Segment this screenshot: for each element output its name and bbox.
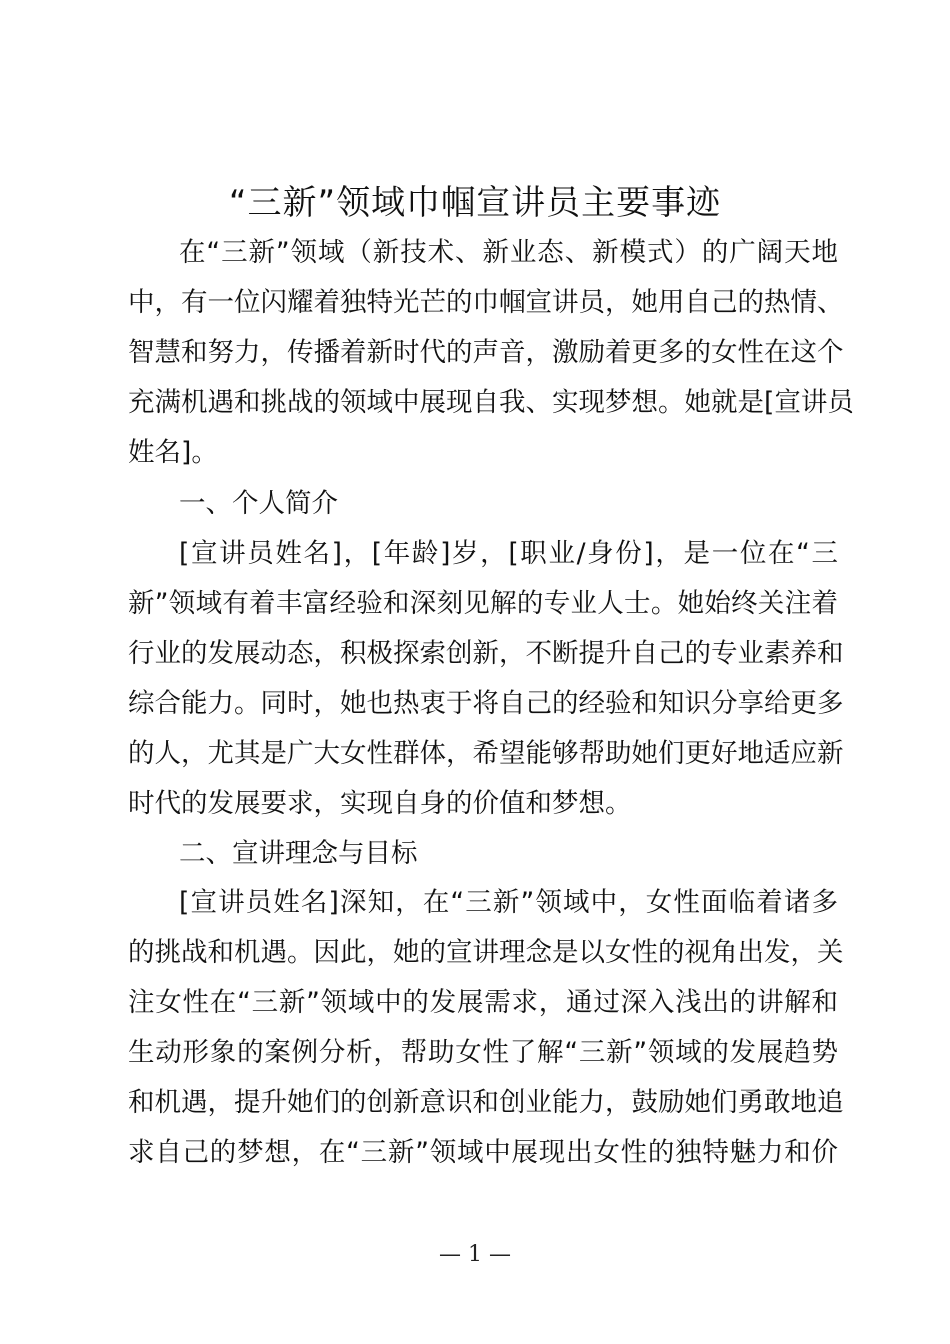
section2-line: 注女性在“三新”领域中的发展需求，通过深入浅出的讲解和 bbox=[128, 987, 838, 1018]
intro-line: 中，有一位闪耀着独特光芒的巾帼宣讲员，她用自己的热情、 bbox=[128, 287, 844, 318]
intro-line: 在“三新”领域（新技术、新业态、新模式）的广阔天地 bbox=[179, 237, 838, 268]
page-number: — 1 — bbox=[439, 1242, 511, 1267]
section1-line: 时代的发展要求，实现自身的价值和梦想。 bbox=[128, 788, 632, 819]
intro-line: 姓名]。 bbox=[128, 437, 218, 468]
intro-line: 充满机遇和挑战的领域中展现自我、实现梦想。她就是[宣讲员 bbox=[128, 387, 854, 418]
intro-line: 智慧和努力，传播着新时代的声音，激励着更多的女性在这个 bbox=[128, 337, 844, 368]
section-heading-profile: 一、个人简介 bbox=[179, 488, 338, 519]
section2-line: 的挑战和机遇。因此，她的宣讲理念是以女性的视角出发，关 bbox=[128, 937, 844, 968]
section1-line: 综合能力。同时，她也热衷于将自己的经验和知识分享给更多 bbox=[128, 688, 844, 719]
section2-line: 求自己的梦想，在“三新”领域中展现出女性的独特魅力和价 bbox=[128, 1137, 838, 1168]
section-heading-philosophy: 二、宣讲理念与目标 bbox=[179, 838, 418, 869]
section1-line: 新”领域有着丰富经验和深刻见解的专业人士。她始终关注着 bbox=[128, 588, 838, 619]
section2-line: [宣讲员姓名]深知，在“三新”领域中，女性面临着诸多 bbox=[179, 887, 838, 918]
document-title: “三新”领域巾帼宣讲员主要事迹 bbox=[228, 183, 722, 223]
section1-line: 的人，尤其是广大女性群体，希望能够帮助她们更好地适应新 bbox=[128, 738, 844, 769]
section1-line: 行业的发展动态，积极探索创新，不断提升自己的专业素养和 bbox=[128, 638, 844, 669]
section2-line: 生动形象的案例分析，帮助女性了解“三新”领域的发展趋势 bbox=[128, 1037, 838, 1068]
section2-line: 和机遇，提升她们的创新意识和创业能力，鼓励她们勇敢地追 bbox=[128, 1087, 844, 1118]
section1-line: [宣讲员姓名]，[年龄]岁，[职业/身份]，是一位在“三 bbox=[179, 538, 838, 569]
